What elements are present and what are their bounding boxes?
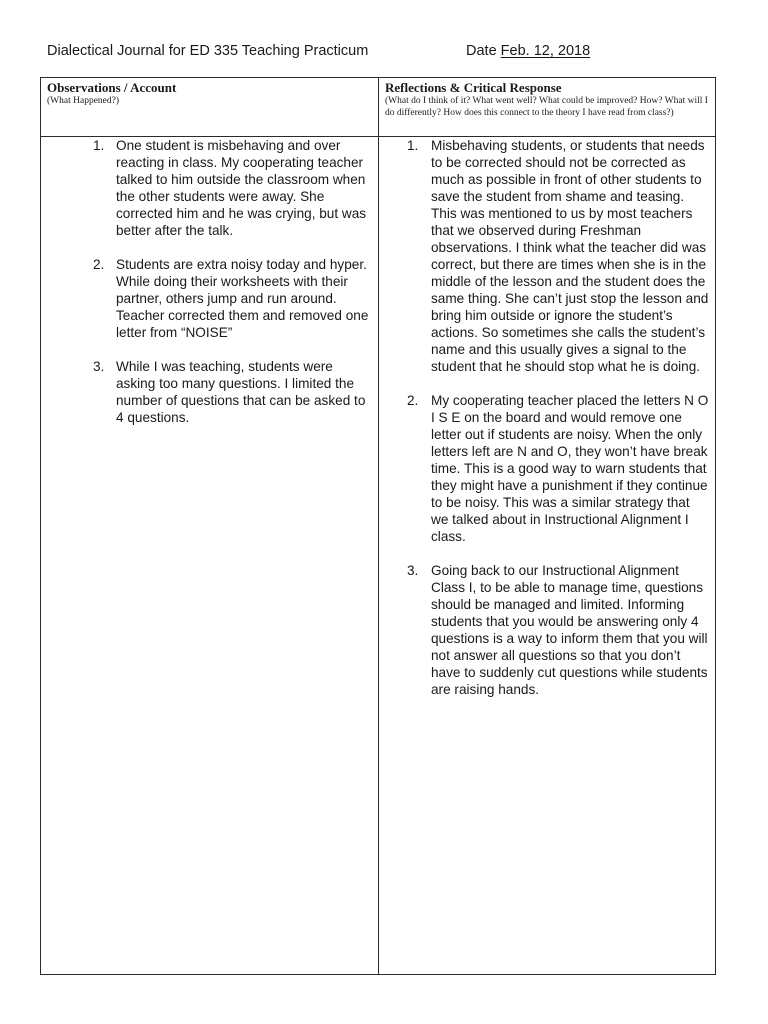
observations-body-cell (41, 137, 378, 443)
observations-list (41, 137, 372, 426)
observations-subheading: (What Happened?) (47, 96, 120, 106)
reflection-text: My cooperating teacher placed the letters N O I S E on the board and would remove one letter out if students are noisy. When the only letters left are N and O, they won’t have break time. This is a good way to warn students that they might have a punishment if they continue to be noisy. This was a similar strategy that we talked about in Instructional Alignment I class. (431, 393, 709, 544)
journal-header (47, 41, 727, 63)
observations-heading: Observations / Account (47, 80, 177, 95)
observations-header-cell (41, 78, 378, 136)
reflections-heading: Reflections & Critical Response (385, 80, 562, 95)
entry-number: 1. (93, 138, 105, 153)
reflections-subheading: (What do I think of it? What went well? What could be improved? How? What will I do differently? How does this connect to the theory I have read from class?) (385, 96, 708, 118)
date-line (466, 41, 590, 61)
observation-entry-1 (41, 137, 372, 239)
reflection-text: Going back to our Instructional Alignment Class I, to be able to manage time, questions should be managed and limited. Informing students that you would be answering only 4 questions is a way to inform them that you will not answer all questions so that you don’t have to suddenly cut questions while students are raising hands. (431, 563, 708, 697)
observation-entry-3 (41, 358, 372, 426)
observation-text: One student is misbehaving and over reacting in class. My cooperating teacher talked to him outside the classroom when the other students were away. She corrected him and he was crying, but was better after the talk. (116, 138, 367, 238)
entry-number: 3. (93, 359, 105, 374)
journal-title: Dialectical Journal for ED 335 Teaching Practicum (47, 43, 369, 59)
reflections-list (379, 137, 709, 698)
observation-entry-2 (41, 256, 372, 341)
entry-number: 2. (407, 393, 419, 408)
reflection-entry-2 (379, 392, 709, 545)
reflections-body-cell (379, 137, 715, 715)
reflection-entry-1 (379, 137, 709, 375)
entry-number: 2. (93, 257, 105, 272)
entry-number: 1. (407, 138, 419, 153)
date-label: Date (466, 43, 497, 59)
reflections-header-cell (379, 78, 715, 136)
entry-number: 3. (407, 563, 419, 578)
reflection-text: Misbehaving students, or students that needs to be corrected should not be corrected as much as possible in front of other students to save the student from shame and teasing. This was mentioned to us by most teachers that we observed during Freshman observations. I think what the teacher did was correct, but there are times when she is in the middle of the lesson and the student does the same thing. She can’t just stop the lesson and bring him outside or ignore the student’s actions. So sometimes she calls the student’s name and this usually gives a signal to the student that he should stop what he is doing. (431, 138, 709, 374)
journal-table (40, 77, 716, 975)
date-value: Feb. 12, 2018 (500, 43, 591, 59)
observation-text: Students are extra noisy today and hyper. While doing their worksheets with their partner, others jump and run around. Teacher corrected them and removed one letter from “NOISE” (116, 257, 369, 340)
reflection-entry-3 (379, 562, 709, 698)
observation-text: While I was teaching, students were asking too many questions. I limited the number of questions that can be asked to 4 questions. (116, 359, 366, 425)
